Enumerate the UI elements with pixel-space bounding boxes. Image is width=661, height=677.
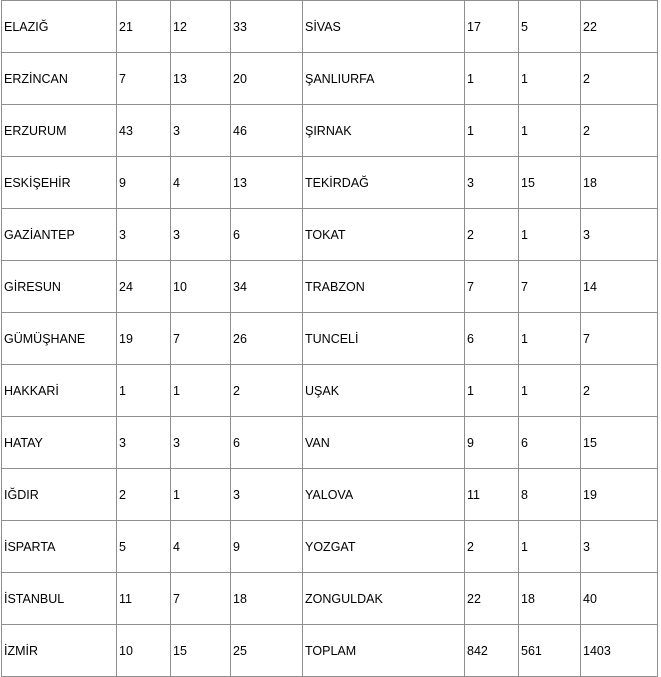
table-row bbox=[2, 313, 658, 365]
value-a-cell: 19 bbox=[117, 313, 171, 365]
table-row bbox=[2, 365, 658, 417]
value-a-cell: 3 bbox=[117, 209, 171, 261]
province-name-cell: SİVAS bbox=[303, 1, 465, 53]
table-row bbox=[2, 469, 658, 521]
value-b-cell: 1 bbox=[519, 521, 581, 573]
value-a-cell: 9 bbox=[465, 417, 519, 469]
table-row bbox=[2, 53, 658, 105]
province-name-cell: IĞDIR bbox=[2, 469, 117, 521]
value-b-cell: 1 bbox=[519, 313, 581, 365]
province-name-cell: ERZURUM bbox=[2, 105, 117, 157]
value-a-cell: 842 bbox=[465, 625, 519, 677]
value-b-cell: 15 bbox=[519, 157, 581, 209]
total-cell: 26 bbox=[231, 313, 303, 365]
province-name-cell: İZMİR bbox=[2, 625, 117, 677]
province-name-cell: ZONGULDAK bbox=[303, 573, 465, 625]
value-b-cell: 1 bbox=[171, 469, 231, 521]
total-cell: 6 bbox=[231, 417, 303, 469]
value-b-cell: 5 bbox=[519, 1, 581, 53]
value-b-cell: 1 bbox=[171, 365, 231, 417]
total-cell: 33 bbox=[231, 1, 303, 53]
value-a-cell: 7 bbox=[465, 261, 519, 313]
value-b-cell: 12 bbox=[171, 1, 231, 53]
table-row bbox=[2, 105, 658, 157]
value-a-cell: 2 bbox=[465, 209, 519, 261]
value-b-cell: 10 bbox=[171, 261, 231, 313]
value-b-cell: 18 bbox=[519, 573, 581, 625]
table-row bbox=[2, 521, 658, 573]
total-cell: 9 bbox=[231, 521, 303, 573]
total-cell: 2 bbox=[581, 105, 658, 157]
value-a-cell: 6 bbox=[465, 313, 519, 365]
table-row bbox=[2, 417, 658, 469]
total-cell: 2 bbox=[581, 53, 658, 105]
value-b-cell: 1 bbox=[519, 105, 581, 157]
value-a-cell: 1 bbox=[117, 365, 171, 417]
total-cell: 22 bbox=[581, 1, 658, 53]
table-row bbox=[2, 625, 658, 677]
province-name-cell: GAZİANTEP bbox=[2, 209, 117, 261]
value-a-cell: 1 bbox=[465, 365, 519, 417]
total-cell: 15 bbox=[581, 417, 658, 469]
value-a-cell: 5 bbox=[117, 521, 171, 573]
province-name-cell: TEKİRDAĞ bbox=[303, 157, 465, 209]
table-row bbox=[2, 573, 658, 625]
value-a-cell: 7 bbox=[117, 53, 171, 105]
value-a-cell: 1 bbox=[465, 105, 519, 157]
value-b-cell: 13 bbox=[171, 53, 231, 105]
total-cell: 14 bbox=[581, 261, 658, 313]
value-a-cell: 10 bbox=[117, 625, 171, 677]
value-a-cell: 1 bbox=[465, 53, 519, 105]
value-a-cell: 11 bbox=[117, 573, 171, 625]
province-name-cell: VAN bbox=[303, 417, 465, 469]
value-b-cell: 4 bbox=[171, 157, 231, 209]
province-name-cell: ŞIRNAK bbox=[303, 105, 465, 157]
province-name-cell: UŞAK bbox=[303, 365, 465, 417]
value-b-cell: 8 bbox=[519, 469, 581, 521]
province-name-cell: YALOVA bbox=[303, 469, 465, 521]
province-name-cell: ESKİŞEHİR bbox=[2, 157, 117, 209]
value-b-cell: 1 bbox=[519, 53, 581, 105]
province-name-cell: İSTANBUL bbox=[2, 573, 117, 625]
total-cell: 19 bbox=[581, 469, 658, 521]
total-cell: 3 bbox=[231, 469, 303, 521]
value-b-cell: 1 bbox=[519, 209, 581, 261]
value-a-cell: 3 bbox=[465, 157, 519, 209]
province-name-cell: HATAY bbox=[2, 417, 117, 469]
value-a-cell: 21 bbox=[117, 1, 171, 53]
value-a-cell: 2 bbox=[117, 469, 171, 521]
province-name-cell: ŞANLIURFA bbox=[303, 53, 465, 105]
value-b-cell: 3 bbox=[171, 417, 231, 469]
province-name-cell: GİRESUN bbox=[2, 261, 117, 313]
value-b-cell: 3 bbox=[171, 105, 231, 157]
total-cell: 3 bbox=[581, 209, 658, 261]
province-name-cell: YOZGAT bbox=[303, 521, 465, 573]
total-cell: 20 bbox=[231, 53, 303, 105]
value-a-cell: 43 bbox=[117, 105, 171, 157]
table-row bbox=[2, 261, 658, 313]
table-body bbox=[2, 1, 658, 677]
province-stats-table bbox=[1, 0, 658, 677]
province-name-cell: TOPLAM bbox=[303, 625, 465, 677]
province-name-cell: ELAZIĞ bbox=[2, 1, 117, 53]
total-cell: 34 bbox=[231, 261, 303, 313]
total-cell: 3 bbox=[581, 521, 658, 573]
value-b-cell: 1 bbox=[519, 365, 581, 417]
total-cell: 18 bbox=[581, 157, 658, 209]
table-row bbox=[2, 1, 658, 53]
total-cell: 46 bbox=[231, 105, 303, 157]
total-cell: 40 bbox=[581, 573, 658, 625]
value-a-cell: 2 bbox=[465, 521, 519, 573]
province-name-cell: İSPARTA bbox=[2, 521, 117, 573]
value-b-cell: 7 bbox=[171, 313, 231, 365]
total-cell: 6 bbox=[231, 209, 303, 261]
total-cell: 2 bbox=[581, 365, 658, 417]
total-cell: 18 bbox=[231, 573, 303, 625]
total-cell: 2 bbox=[231, 365, 303, 417]
table-row bbox=[2, 209, 658, 261]
province-name-cell: TOKAT bbox=[303, 209, 465, 261]
province-name-cell: HAKKARİ bbox=[2, 365, 117, 417]
value-b-cell: 15 bbox=[171, 625, 231, 677]
total-cell: 13 bbox=[231, 157, 303, 209]
province-name-cell: ERZİNCAN bbox=[2, 53, 117, 105]
province-name-cell: TUNCELİ bbox=[303, 313, 465, 365]
total-cell: 1403 bbox=[581, 625, 658, 677]
value-a-cell: 3 bbox=[117, 417, 171, 469]
value-b-cell: 7 bbox=[519, 261, 581, 313]
total-cell: 7 bbox=[581, 313, 658, 365]
value-a-cell: 24 bbox=[117, 261, 171, 313]
value-a-cell: 9 bbox=[117, 157, 171, 209]
province-name-cell: TRABZON bbox=[303, 261, 465, 313]
value-b-cell: 3 bbox=[171, 209, 231, 261]
value-b-cell: 561 bbox=[519, 625, 581, 677]
table-row bbox=[2, 157, 658, 209]
value-a-cell: 17 bbox=[465, 1, 519, 53]
value-b-cell: 6 bbox=[519, 417, 581, 469]
total-cell: 25 bbox=[231, 625, 303, 677]
value-a-cell: 22 bbox=[465, 573, 519, 625]
province-name-cell: GÜMÜŞHANE bbox=[2, 313, 117, 365]
value-b-cell: 4 bbox=[171, 521, 231, 573]
value-b-cell: 7 bbox=[171, 573, 231, 625]
value-a-cell: 11 bbox=[465, 469, 519, 521]
